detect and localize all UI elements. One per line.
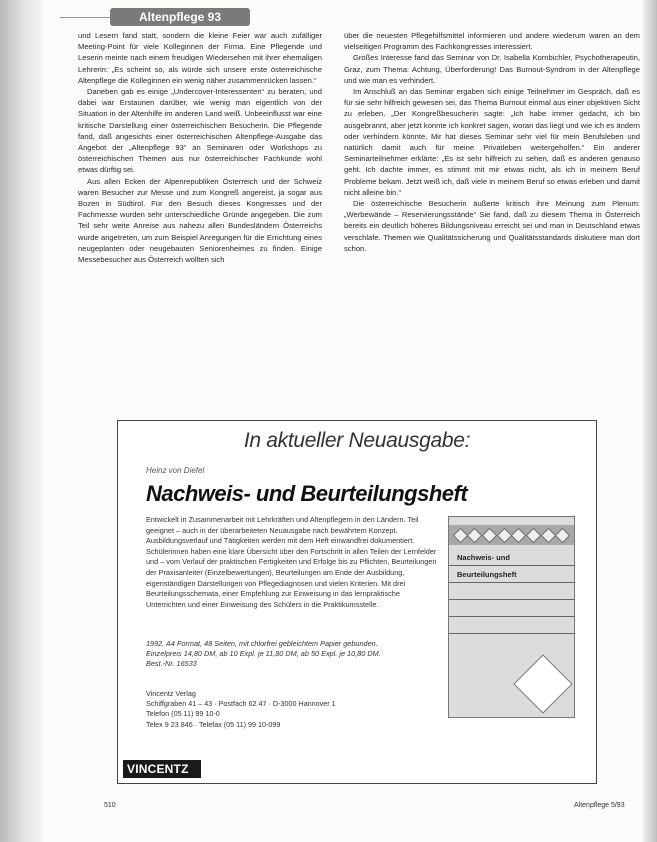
article-paragraph: Aus allen Ecken der Alpenrepubliken Österreich und der Schweiz waren Besucher zur Messe und zum Kongreß angereist, ja sogar aus Bozen in Südtirol. Für den Besuch dieses Kongresses und der Fachmesse wurden sehr unterschiedliche Gründe angegeben. Die zum Teil sehr weite Anreise aus nahezu allen Bundesländern Österreichs wurde angetreten, um zum Beispiel Anregungen für die Errichtung eines neugeplanten oder neugebauten Seniorenheimes zu finden. Einige Messebesucher aus Österreich wollten sich	[78, 176, 322, 265]
advertisement-box	[117, 420, 597, 784]
book-cover-title-line: Beurteilungsheft	[449, 566, 574, 583]
book-cover-title-lines	[449, 549, 574, 634]
book-cover-image	[448, 516, 575, 718]
ad-detail-price: Einzelpreis 14,80 DM, ab 10 Expl. je 11,80 DM, ab 50 Expl. je 10,80 DM.	[146, 649, 381, 659]
book-cover-title-line: Nachweis- und	[449, 549, 574, 566]
book-spine-right	[643, 0, 657, 842]
book-spine-left	[0, 0, 42, 842]
footer-magazine-label: Altenpflege 5/93	[574, 802, 625, 809]
article-left-column	[78, 30, 322, 265]
article-paragraph: und Lesern fand statt, sondern die kleine Feier war auch zufälliger Meeting-Point für viele Kolleginnen der Firma. Eine Pflegende und Leserin meinte nach einem freudigen Wiedersehen mit ihrer ehemaligen Lehrerin: „Es scheint so, als würde sich unsere erste österreichische Altenpflege die Kolleginnen ein wenig näher zusammenrücken lassen.“	[78, 31, 322, 85]
article-paragraph: Großes Interesse fand das Seminar von Dr. Isabella Kornbichler, Psychotherapeutin, Graz, zum Thema: Achtung, Überforderung! Das Burnout-Syndrom in der Altenpflege und wie man es verhindert.	[344, 53, 640, 85]
publisher-phone: Telefon (05 11) 99 10-0	[146, 709, 220, 719]
header-rule	[60, 17, 110, 18]
article-paragraph: Die österreichische Besucherin äußerte kritisch ihre Meinung zum Plenum: „Werbewände – Reservierungsstände“ Sie fand, daß zu diesem Thema in Österreich bereits ein deutlich höheres Bildungsniveau erreicht sei und man in Deutschland etwas verschlafe. Themen wie Qualitätssicherung und Qualitätsstandards diskutiere man dort schon.	[344, 199, 640, 253]
article-paragraph: über die neuesten Pflegehilfsmittel informieren und andere wiederum waren an dem vielseitigen Programm des Fachkongresses interessiert.	[344, 31, 640, 52]
page-number: 510	[104, 802, 116, 809]
article-paragraph: Im Anschluß an das Seminar ergaben sich einige Teilnehmer im Gespräch, daß es für sie sehr hilfreich gewesen sei, das Thema Burnout einmal aus einer objektiven Sicht zu erleben. „Der Kongreßbesucherin sagte: „Ich habe immer gedacht, ich bin ausgebrannt, aber jetzt konnte ich konkret sagen, woran das liegt und wie ich es ändern oder verhindern könnte. Mir hat dieses Seminar sehr viel für mein Berufsleben und natürlich damit auch für meine Privatleben weitergeholfen.“ Ein anderer Seminarteilnehmer erklärte: „Es ist sehr hilfreich zu sehen, daß es anderen genauso geht. Ich dachte immer, es stimmt mit mir etwas nicht, als ich in meinem Beruf Probleme bekam. Jetzt weiß ich, daß viele in meinem Beruf so etwas erleben und damit nicht alleine bin.“	[344, 87, 640, 197]
ad-title: Nachweis- und Beurteilungsheft	[146, 481, 468, 506]
section-label: Altenpflege 93	[110, 8, 250, 26]
ad-body-text: Entwickelt in Zusammenarbeit mit Lehrkräften und Altenpflegern in den Ländern. Teil geeignet – auch in der überarbeiteten Neuausgabe nach bewährtem Konzept. Ausbildungsverlauf und Tätigkeiten werden mit dem Heft einwandfrei dokumentiert. Schülerinnen haben eine klare Übersicht über den Fortschritt in allen Teilen der Lernfelder und – vom Verlauf der praktischen Fertigkeiten und Erfolge bis zu Pflichten, Beurteilungen der Praxisanleiter (Einzelbewertungen), Beurteilungen am Ende der Ausbildung, eigenständigen Darstellungen von Pflegediagnosen und vielen Kriterien. Mit drei Beurteilungsschemata, einer Empfehlung zur Einweisung in das lernpraktische Unterrichten und einer Einweisung des Schülers in die Praktikumsstelle.	[146, 515, 437, 609]
ad-detail-order-number: Best.-Nr. 16533	[146, 659, 197, 669]
book-cover-band	[449, 525, 574, 545]
article-right-column	[344, 30, 640, 254]
ad-detail-format: 1992, A4 Format, 48 Seiten, mit chlorfrei gebleichtem Papier gebunden.	[146, 639, 378, 648]
ad-author: Heinz von Diefel	[146, 466, 205, 475]
publisher-telex: Telex 9 23 846 · Telefax (05 11) 99 10-099	[146, 719, 281, 729]
ad-product-details	[146, 639, 446, 670]
publisher-address	[146, 689, 336, 730]
ad-headline: In aktueller Neuausgabe:	[243, 429, 471, 452]
publisher-name: Vincentz Verlag	[146, 689, 196, 698]
publisher-street: Schiffgraben 41 – 43 · Postfach 62 47 · D-3000 Hannover 1	[146, 699, 336, 709]
article-paragraph: Daneben gab es einige „Undercover-Interessenten“ zu beraten, und dabei war Erstaunen darüber, wie wenig man eigentlich von der Situation in der Altenhilfe im anderen Land weiß. Unbeeinflusst war eine kritische Darstellung einer österreichischen Besucherin. Die Pflegende fand, daß angesichts einer österreichischen Altenpflege-Ausgabe das Angebot der „Altenpflege 93“ an Seminaren oder Workshops zu österreichischen Themen aus nur österreichischer Fachkunde wohl etwas dürftig sei.	[78, 87, 322, 175]
book-cover-emblem-icon	[513, 654, 572, 713]
publisher-logo: VINCENTZ	[123, 760, 201, 778]
